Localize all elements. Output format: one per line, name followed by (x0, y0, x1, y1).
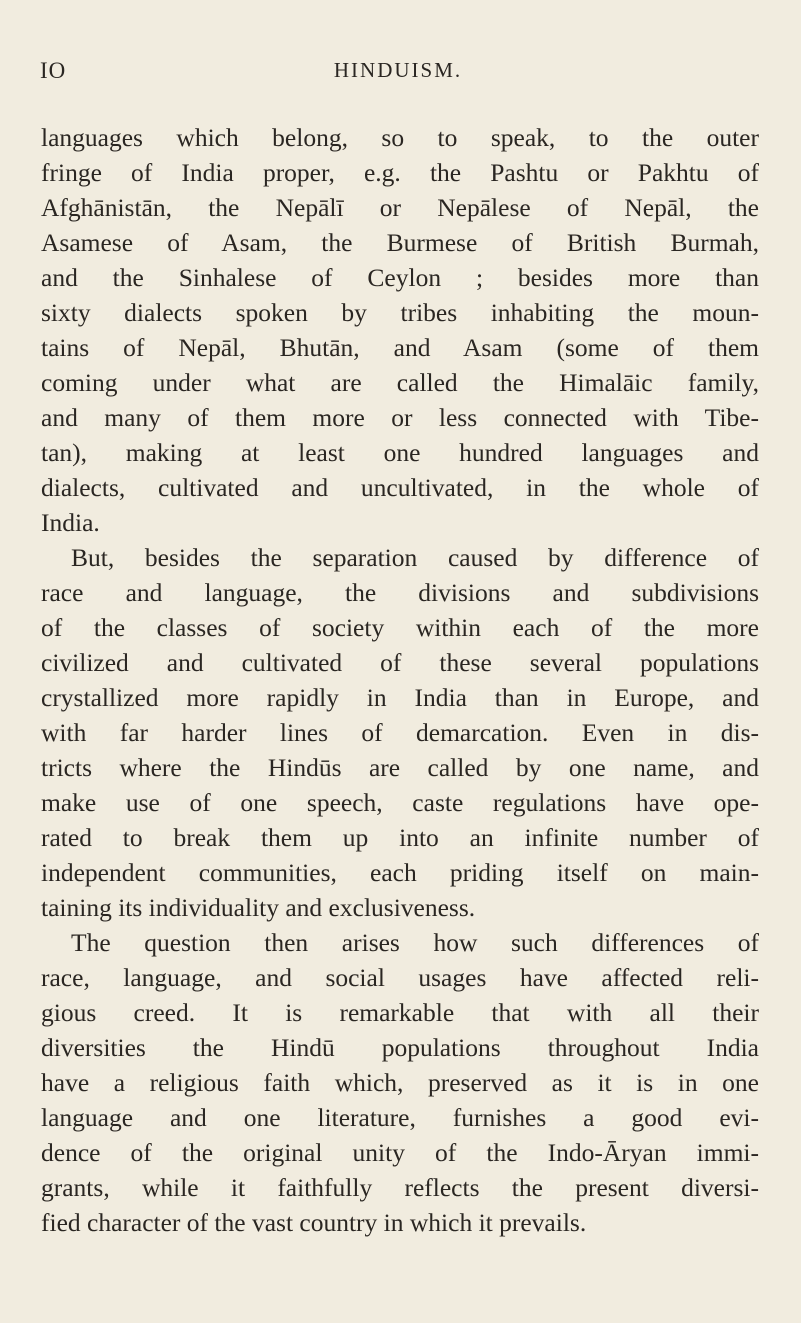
text-line: fringe of India proper, e.g. the Pashtu or Pakhtu of (41, 158, 759, 187)
text-line: and the Sinhalese of Ceylon ; besides more than (41, 263, 759, 292)
body-text (41, 120, 759, 1240)
text-line: taining its individuality and exclusiveness. (41, 893, 476, 922)
text-line: The question then arises how such differences of (71, 928, 759, 957)
text-line: crystallized more rapidly in India than in Europe, and (41, 683, 759, 712)
text-line: with far harder lines of demarcation. Even in dis- (41, 718, 759, 747)
running-title: HINDUISM. (333, 58, 463, 82)
text-line: Afghānistān, the Nepālī or Nepālese of Nepāl, the (41, 193, 759, 222)
text-line: gious creed. It is remarkable that with all their (41, 998, 759, 1027)
text-line: languages which belong, so to speak, to the outer (41, 123, 759, 152)
text-line: coming under what are called the Himalāic family, (41, 368, 759, 397)
text-line: tricts where the Hindūs are called by one name, and (41, 753, 759, 782)
text-line: independent communities, each priding itself on main- (41, 858, 759, 887)
text-line: dialects, cultivated and uncultivated, in the whole of (41, 473, 759, 502)
text-line: But, besides the separation caused by difference of (71, 543, 759, 572)
text-line: language and one literature, furnishes a good evi- (41, 1103, 759, 1132)
text-line: have a religious faith which, preserved as it is in one (41, 1068, 759, 1097)
text-line: India. (41, 508, 100, 537)
text-line: Asamese of Asam, the Burmese of British Burmah, (41, 228, 759, 257)
page-number: IO (40, 58, 67, 83)
text-line: race, language, and social usages have affected reli- (41, 963, 759, 992)
text-line: civilized and cultivated of these several populations (41, 648, 759, 677)
text-line: tains of Nepāl, Bhutān, and Asam (some of them (41, 333, 759, 362)
text-line: fied character of the vast country in which it prevails. (41, 1208, 587, 1237)
text-line: grants, while it faithfully reflects the present diversi- (41, 1173, 759, 1202)
text-line: dence of the original unity of the Indo-Āryan immi- (41, 1138, 759, 1167)
text-line: sixty dialects spoken by tribes inhabiting the moun- (41, 298, 759, 327)
text-line: rated to break them up into an infinite number of (41, 823, 759, 852)
text-line: diversities the Hindū populations throughout India (41, 1033, 759, 1062)
text-line: tan), making at least one hundred languages and (41, 438, 759, 467)
text-line: and many of them more or less connected with Tibe- (41, 403, 759, 432)
text-line: race and language, the divisions and subdivisions (41, 578, 759, 607)
text-line: of the classes of society within each of the more (41, 613, 759, 642)
page-header (40, 58, 756, 98)
text-line: make use of one speech, caste regulations have ope- (41, 788, 759, 817)
